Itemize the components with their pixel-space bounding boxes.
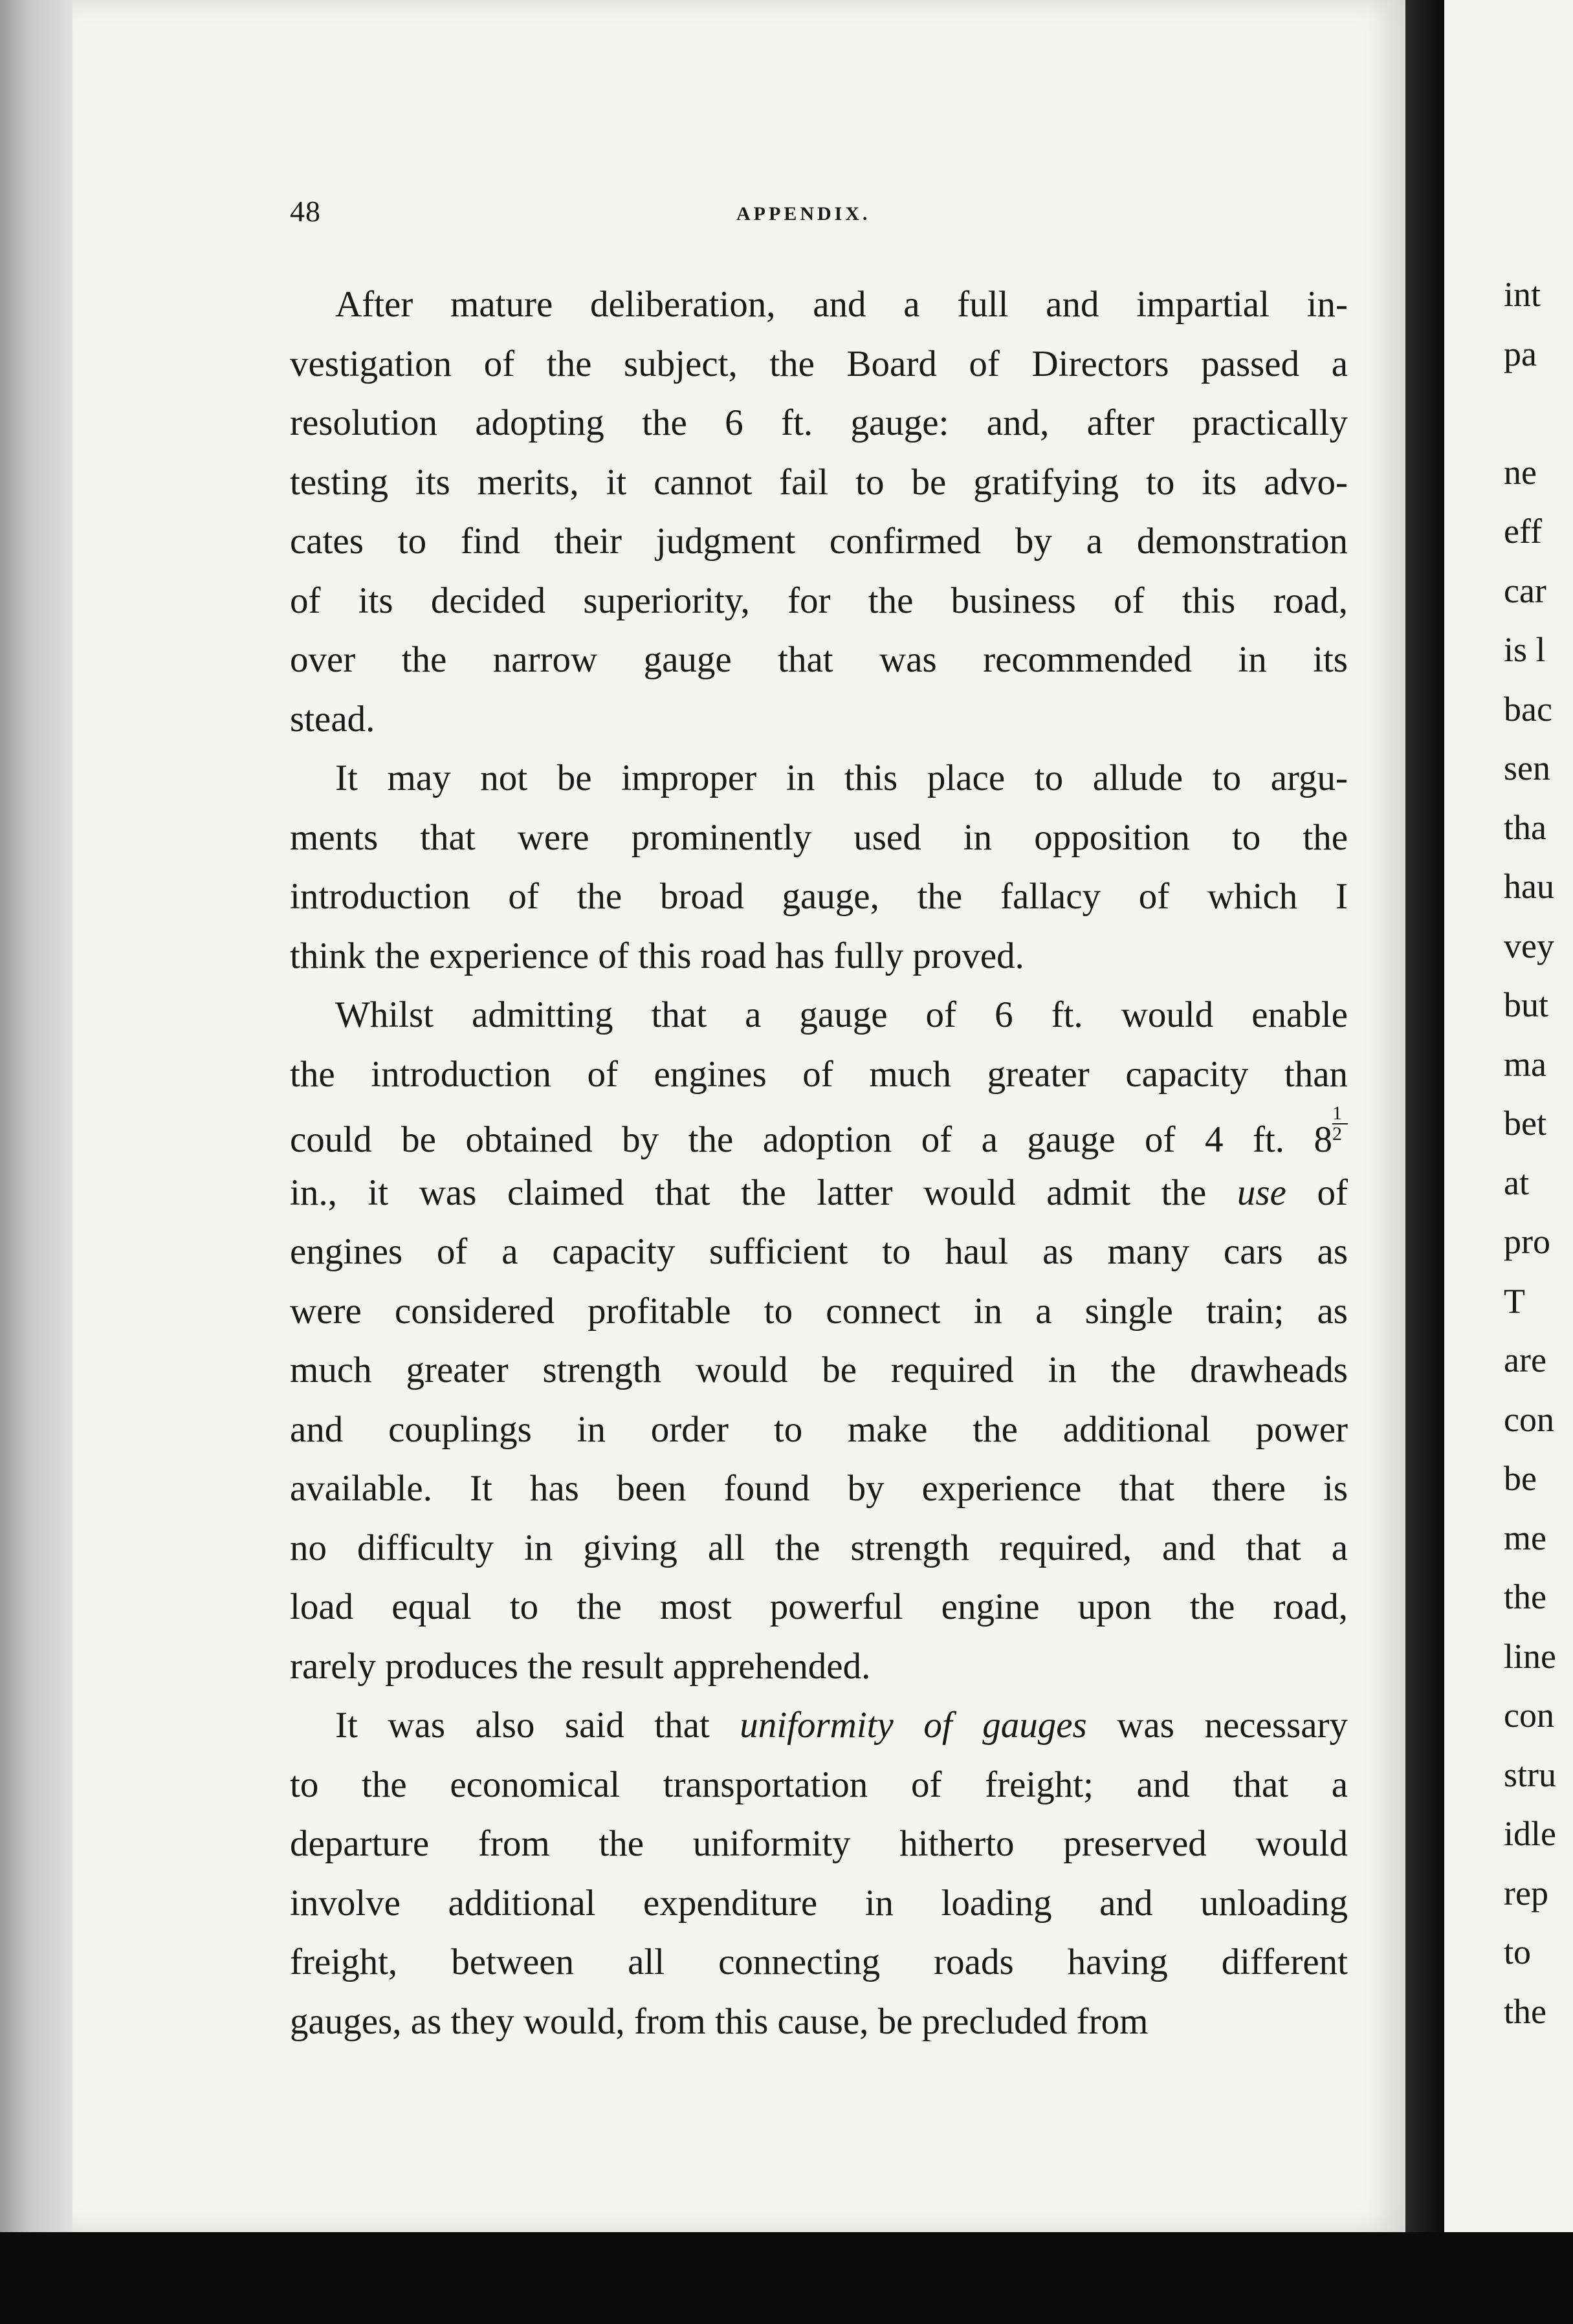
next-page-fragment: stru: [1504, 1755, 1556, 1794]
next-page-fragment: the: [1504, 1577, 1546, 1616]
text-line: of its decided superiority, for the business of this road,: [290, 580, 1348, 621]
text-line: departure from the uniformity hitherto preserved would: [290, 1823, 1348, 1864]
next-page-edge: [1444, 0, 1573, 2252]
next-page-fragment: tha: [1504, 808, 1546, 847]
next-page-fragment: the: [1504, 1992, 1546, 2031]
text-line: and couplings in order to make the additional power: [290, 1409, 1348, 1450]
next-page-fragment: to: [1504, 1933, 1532, 1971]
text-line: think the experience of this road has fully proved.: [290, 935, 1024, 976]
text-line: [290, 1163, 1348, 1223]
text-line: available. It has been found by experience that there is: [290, 1468, 1348, 1509]
next-page-fragment: car: [1504, 571, 1546, 610]
text-line: vestigation of the subject, the Board of Directors passed a: [290, 343, 1348, 384]
next-page-fragment: idle: [1504, 1814, 1556, 1853]
text-line: the introduction of engines of much greater capacity than: [290, 1053, 1348, 1095]
next-page-fragment: ne: [1504, 453, 1537, 492]
fraction-numerator: 1: [1332, 1102, 1342, 1124]
text-line: [290, 1696, 1348, 1755]
text-line: rarely produces the result apprehended.: [290, 1645, 871, 1687]
italic-text: use: [1237, 1172, 1286, 1213]
fraction-denominator: 2: [1332, 1123, 1348, 1144]
text-line: no difficulty in giving all the strength required, and that a: [290, 1527, 1348, 1568]
text-line: ments that were prominently used in opposition to the: [290, 817, 1348, 858]
scan-bottom-edge: [0, 2232, 1573, 2324]
next-page-fragment: ma: [1504, 1045, 1546, 1084]
running-head: APPENDIX.: [736, 203, 871, 225]
next-page-fragment: bac: [1504, 690, 1552, 729]
next-page-fragment: bet: [1504, 1104, 1546, 1143]
text-line: to the economical transportation of freight; and that a: [290, 1764, 1348, 1805]
next-page-fragment: int: [1504, 275, 1541, 314]
next-page-fragment: T: [1504, 1282, 1525, 1321]
text-line: introduction of the broad gauge, the fallacy of which I: [290, 876, 1348, 917]
next-page-fragment: rep: [1504, 1874, 1548, 1913]
paragraph: [290, 1696, 1348, 2051]
next-page-fragment: con: [1504, 1400, 1554, 1439]
text-line: were considered profitable to connect in a single train; as: [290, 1290, 1348, 1332]
text-segment: It was also said that: [335, 1705, 740, 1746]
text-line: freight, between all connecting roads having different: [290, 1942, 1348, 1982]
body-text: [290, 275, 1348, 2051]
text-line: over the narrow gauge that was recommended in its: [290, 639, 1348, 680]
next-page-fragment: sen: [1504, 749, 1550, 787]
text-line: After mature deliberation, and a full and impartial in-: [335, 284, 1348, 325]
text-segment: of: [1286, 1172, 1348, 1213]
page-header: [290, 194, 1351, 233]
next-page-fragment: eff: [1504, 512, 1542, 551]
text-line: testing its merits, it cannot fail to be gratifying to its advo-: [290, 461, 1348, 503]
next-page-fragment: be: [1504, 1459, 1537, 1498]
next-page-fragment: con: [1504, 1696, 1554, 1735]
paragraph: [290, 275, 1348, 749]
previous-page-edge: [0, 0, 76, 2232]
text-line: resolution adopting the 6 ft. gauge: and, after practically: [290, 402, 1348, 443]
text-line: [290, 1104, 1348, 1163]
fraction: [1332, 1104, 1348, 1144]
next-page-fragment: are: [1504, 1341, 1546, 1379]
text-line: It may not be improper in this place to allude to argu-: [335, 758, 1348, 798]
next-page-fragment: vey: [1504, 926, 1554, 965]
text-segment: was necessary: [1086, 1705, 1348, 1746]
text-line: involve additional expenditure in loading and unloading: [290, 1882, 1348, 1924]
text-line: stead.: [290, 698, 375, 740]
text-line: engines of a capacity sufficient to haul as many cars as: [290, 1231, 1348, 1272]
next-page-fragment: line: [1504, 1637, 1556, 1676]
next-page-fragment: but: [1504, 985, 1549, 1024]
paragraph: [290, 985, 1348, 1696]
next-page-fragment: is l: [1504, 630, 1546, 669]
next-page-fragment: at: [1504, 1163, 1529, 1202]
text-segment: in., it was claimed that the latter would admit the: [290, 1172, 1237, 1213]
book-binding: [1405, 0, 1444, 2324]
italic-text: uniformity of gauges: [740, 1705, 1087, 1746]
text-line: cates to find their judgment confirmed by a demonstration: [290, 521, 1348, 562]
page-number: 48: [290, 195, 321, 228]
text-segment: could be obtained by the adoption of a gauge of 4 ft. 8: [290, 1119, 1332, 1160]
next-page-fragment: hau: [1504, 867, 1554, 906]
next-page-fragment: me: [1504, 1518, 1546, 1557]
next-page-fragment: pa: [1504, 334, 1537, 373]
next-page-fragment: pro: [1504, 1222, 1550, 1261]
text-line: load equal to the most powerful engine upon the road,: [290, 1586, 1348, 1627]
text-line: much greater strength would be required in the drawheads: [290, 1350, 1348, 1390]
text-line: Whilst admitting that a gauge of 6 ft. would enable: [335, 994, 1348, 1035]
text-line: gauges, as they would, from this cause, be precluded from: [290, 2001, 1149, 2042]
paragraph: [290, 749, 1348, 985]
